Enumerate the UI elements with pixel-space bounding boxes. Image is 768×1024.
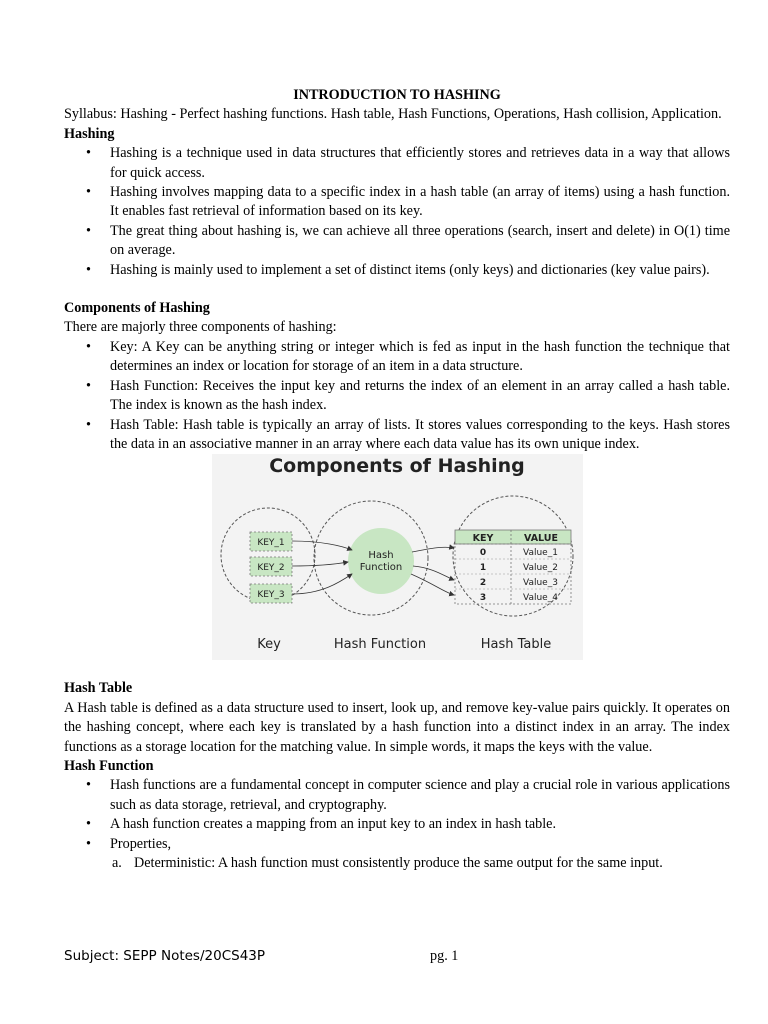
components-diagram xyxy=(212,454,583,660)
list-item: • Hash functions are a fundamental concept in computer science and play a crucial role in various applications such as data storage, retrieval, and cryptography. xyxy=(64,776,730,815)
list-item: • Hash Table: Hash table is typically an array of lists. It stores values corresponding to the keys. Hash stores the data in an associative manner in an array where each data value has its own unique index. xyxy=(64,416,730,455)
table-row-key: 0 xyxy=(479,548,487,559)
property-text: Deterministic: A hash function must consistently produce the same output for the same input. xyxy=(134,854,663,871)
list-item xyxy=(64,854,730,873)
hash-table-body: A Hash table is defined as a data structure used to insert, look up, and remove key-value pairs quickly. It operates on the hashing concept, where each key is translated by a hash function into a distinct index in an array. The index functions as a storage location for the matching value. In simple words, it maps the keys with the value. xyxy=(64,699,730,755)
list-item: • Key: A Key can be anything string or integer which is fed as input in the hash function the technique that determines an index or location for storage of an item in a data structure. xyxy=(64,338,730,377)
table-row-value: Value_1 xyxy=(523,548,558,559)
hash-function-disc xyxy=(348,528,414,594)
list-item: • Hashing is mainly used to implement a set of distinct items (only keys) and dictionaries (key value pairs). xyxy=(64,261,730,280)
components-bullet-list xyxy=(64,338,730,454)
list-item: • Hash Function: Receives the input key and returns the index of an element in an array called a hash table. The index is known as the hash index. xyxy=(64,377,730,416)
components-intro: There are majorly three components of hashing: xyxy=(64,319,337,336)
list-marker: a. xyxy=(112,854,122,871)
figure-title: Components of Hashing xyxy=(269,455,525,478)
list-item: • Properties, xyxy=(64,835,730,854)
components-heading: Components of Hashing xyxy=(64,300,210,317)
hash-function-heading: Hash Function xyxy=(64,757,154,774)
caption-hash-table: Hash Table xyxy=(480,637,552,653)
table-row-value: Value_2 xyxy=(523,563,558,574)
hash-function-label-line2: Function xyxy=(359,562,403,574)
list-item: • A hash function creates a mapping from an input key to an index in hash table. xyxy=(64,815,730,834)
hash-function-bullet-list xyxy=(64,776,730,854)
key-label: KEY_1 xyxy=(257,538,285,549)
key-label: KEY_2 xyxy=(257,563,285,574)
properties-list xyxy=(64,854,730,873)
caption-key: Key xyxy=(257,637,281,653)
table-row-key: 3 xyxy=(479,593,487,604)
document-page xyxy=(64,86,730,873)
footer-subject: Subject: SEPP Notes/20CS43P xyxy=(64,948,266,964)
components-of-hashing-figure xyxy=(212,454,583,660)
list-item: • Hashing involves mapping data to a specific index in a hash table (an array of items) using a hash function. It enables fast retrieval of information based on its key. xyxy=(64,183,730,222)
page-footer xyxy=(64,947,730,967)
hashing-bullet-list xyxy=(64,144,730,280)
hash-table-heading: Hash Table xyxy=(64,680,133,697)
table-row-value: Value_4 xyxy=(523,593,558,604)
list-item: • The great thing about hashing is, we can achieve all three operations (search, insert and delete) in O(1) time on average. xyxy=(64,222,730,261)
hash-function-label-line1: Hash xyxy=(368,550,394,562)
table-row-value: Value_3 xyxy=(523,578,558,589)
hashing-heading: Hashing xyxy=(64,125,115,142)
list-item: • Hashing is a technique used in data structures that efficiently stores and retrieves data in a way that allows for quick access. xyxy=(64,144,730,183)
caption-hash-function: Hash Function xyxy=(333,637,427,653)
table-header-value: VALUE xyxy=(524,533,558,545)
page-number: pg. 1 xyxy=(430,948,459,964)
syllabus-text: Syllabus: Hashing - Perfect hashing functions. Hash table, Hash Functions, Operations, Hash collision, Application. xyxy=(64,106,722,123)
page-title: INTRODUCTION TO HASHING xyxy=(293,87,501,103)
key-label: KEY_3 xyxy=(257,590,285,601)
table-row-key: 2 xyxy=(479,578,487,589)
table-header-key: KEY xyxy=(472,533,494,545)
table-row-key: 1 xyxy=(479,563,487,574)
